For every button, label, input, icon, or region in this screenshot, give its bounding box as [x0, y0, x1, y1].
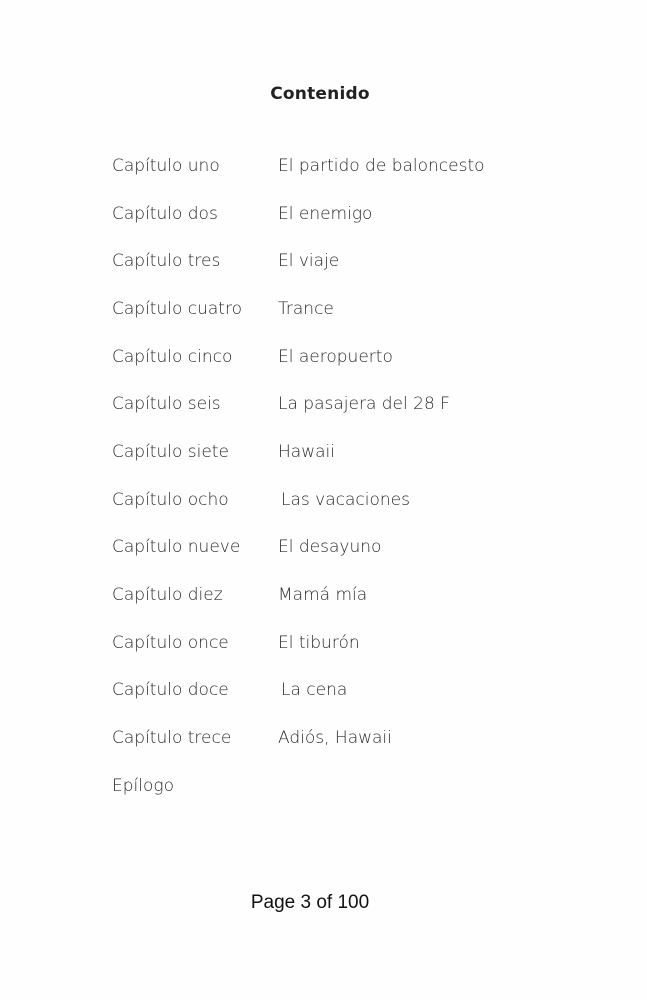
toc-chapter-title: La cena [281, 680, 348, 701]
toc-entry [112, 714, 592, 762]
toc-entry [112, 476, 592, 524]
toc-chapter-title: El viaje [278, 251, 340, 272]
toc-chapter-title: El tiburón [278, 632, 360, 653]
toc-chapter-label: Epílogo [112, 775, 174, 796]
toc-chapter-title: Trance [278, 298, 334, 319]
page-number: Page 3 of 100 [250, 892, 370, 913]
toc-chapter-label: Capítulo diez [112, 585, 223, 606]
toc-chapter-label: Capítulo dos [112, 203, 218, 224]
toc-entry [112, 762, 592, 810]
toc-chapter-title: Mamá mía [278, 585, 368, 606]
toc-chapter-label: Capítulo seis [112, 394, 221, 415]
toc-chapter-label: Capítulo nueve [112, 537, 241, 558]
toc-entry [112, 428, 592, 476]
toc-chapter-label: Capítulo doce [112, 680, 229, 701]
toc-chapter-label: Capítulo once [112, 632, 229, 653]
toc-chapter-label: Capítulo cuatro [112, 298, 242, 319]
toc-entry [112, 285, 592, 333]
toc-chapter-label: Capítulo cinco [112, 346, 233, 367]
toc-chapter-title: La pasajera del 28 F [278, 394, 450, 415]
toc-entry [112, 571, 592, 619]
toc-entry [112, 237, 592, 285]
toc-chapter-title: El partido de baloncesto [278, 155, 485, 176]
toc-entry [112, 333, 592, 381]
table-of-contents [112, 142, 592, 810]
toc-entry [112, 380, 592, 428]
page-title: Contenido [270, 84, 370, 104]
toc-chapter-title: Las vacaciones [281, 489, 410, 510]
toc-entry [112, 619, 592, 667]
toc-chapter-title: Hawaii [278, 441, 335, 462]
toc-chapter-title: El enemigo [278, 203, 373, 224]
toc-chapter-label: Capítulo ocho [112, 489, 229, 510]
toc-chapter-title: El desayuno [278, 537, 382, 558]
toc-chapter-label: Capítulo siete [112, 441, 229, 462]
toc-chapter-label: Capítulo uno [112, 155, 220, 176]
toc-entry [112, 142, 592, 190]
toc-entry [112, 190, 592, 238]
toc-chapter-label: Capítulo tres [112, 251, 221, 272]
toc-chapter-title: El aeropuerto [278, 346, 393, 367]
toc-chapter-title: Adiós, Hawaii [278, 728, 392, 749]
toc-chapter-label: Capítulo trece [112, 728, 232, 749]
toc-entry [112, 524, 592, 572]
toc-entry [112, 667, 592, 715]
